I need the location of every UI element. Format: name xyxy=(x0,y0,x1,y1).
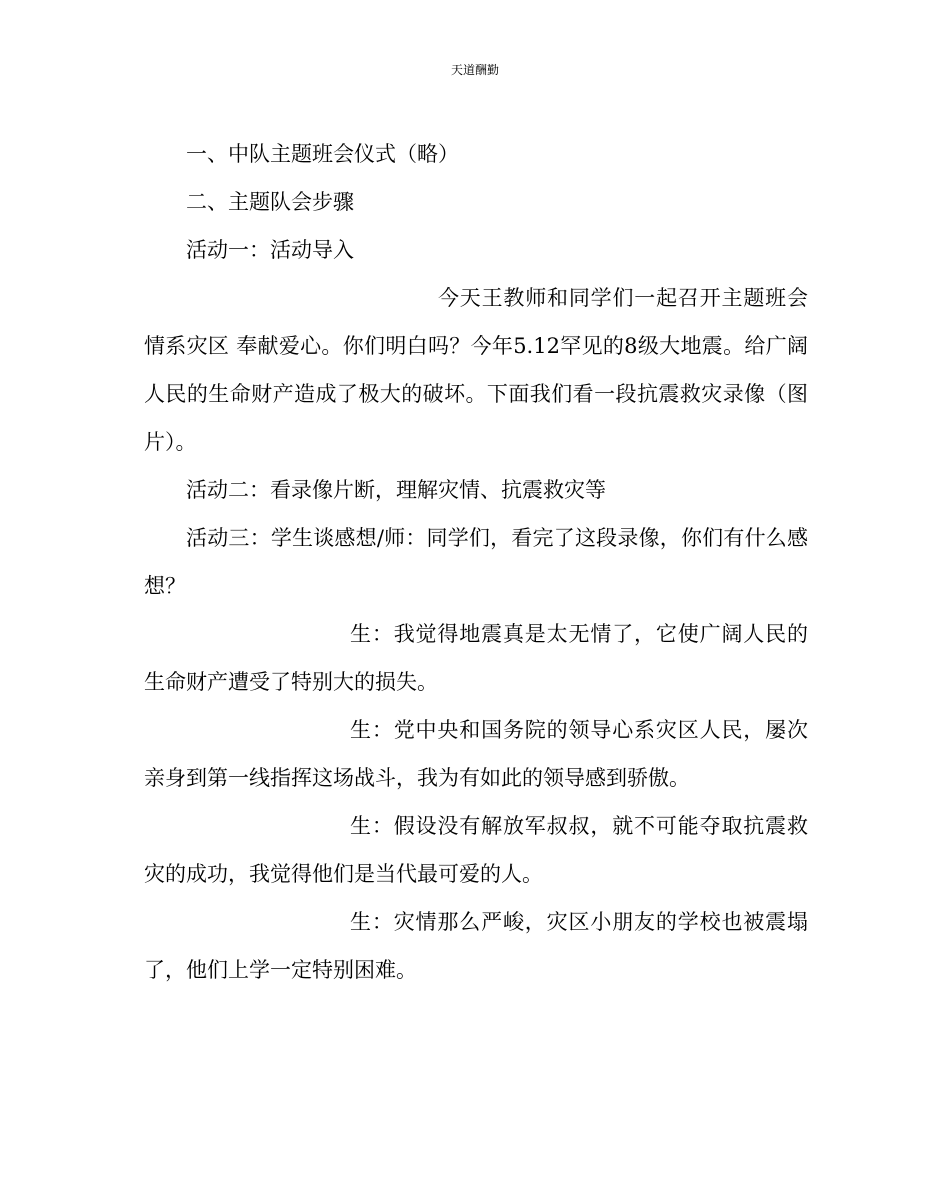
student-remark-2: 生：党中央和国务院的领导心系灾区人民，屡次亲身到第一线指挥这场战斗，我为有如此的领导感到骄傲。 xyxy=(144,718,808,790)
activity-one-intro: 今天王教师和同学们一起召开主题班会情系灾区 奉献爱心。你们明白吗？今年5.12罕见的8级大地震。给广阔人民的生命财产造成了极大的破坏。下面我们看一段抗震救灾录像（图片）。 xyxy=(144,286,808,454)
student-remark-3: 生：假设没有解放军叔叔，就不可能夺取抗震救灾的成功，我觉得他们是当代最可爱的人。 xyxy=(144,814,808,886)
student-remark-1: 生：我觉得地震真是太无情了，它使广阔人民的生命财产遭受了特别大的损失。 xyxy=(144,622,808,694)
activity-three-title: 活动三：学生谈感想/师：同学们，看完了这段录像，你们有什么感想？ xyxy=(144,526,808,598)
section-ceremony: 一、中队主题班会仪式（略） xyxy=(186,142,459,166)
activity-one-title: 活动一：活动导入 xyxy=(186,238,354,262)
section-steps: 二、主题队会步骤 xyxy=(186,190,354,214)
student-remark-4: 生：灾情那么严峻，灾区小朋友的学校也被震塌了，他们上学一定特别困难。 xyxy=(144,910,808,982)
page-header: 天道酬勤 xyxy=(450,63,499,77)
document-body xyxy=(144,130,808,994)
activity-two-title: 活动二：看录像片断，理解灾情、抗震救灾等 xyxy=(186,478,606,502)
